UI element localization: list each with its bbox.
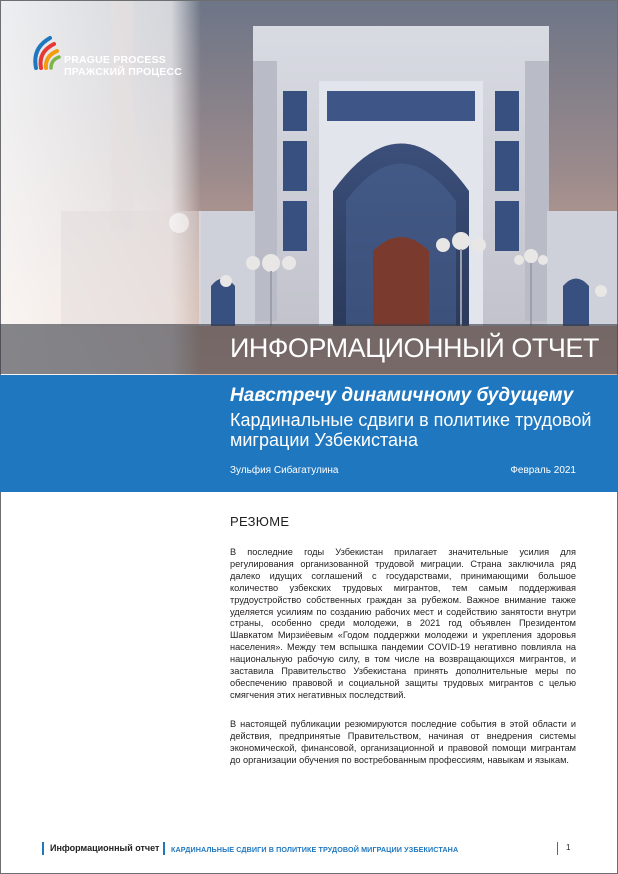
prague-process-logo	[30, 30, 200, 90]
report-title: Навстречу динамичному будущему	[230, 385, 574, 406]
report-subtitle: Кардинальные сдвиги в политике трудовой миграции Узбекистана	[230, 410, 592, 450]
brand-name-ru: ПРАЖСКИЙ ПРОЦЕСС	[64, 66, 183, 78]
summary-paragraph-2: В настоящей публикации резюмируются последние события в этой области и действия, предпринятые Правительством, начиная от внедрения системы экономической, финансовой, организационной и правовой помощи мигрантам до организации обучения по востребованным профессиям, навыкам и языкам.	[230, 719, 576, 765]
prague-process-logo-icon	[30, 30, 64, 78]
brand-name-en: PRAGUE PROCESS	[64, 54, 166, 66]
footer-doc-title: КАРДИНАЛЬНЫЕ СДВИГИ В ПОЛИТИКЕ ТРУДОВОЙ МИГРАЦИИ УЗБЕКИСТАНА	[171, 845, 459, 854]
footer-divider	[557, 842, 558, 855]
summary-heading: РЕЗЮМЕ	[230, 514, 290, 529]
footer-divider	[163, 842, 165, 855]
author: Зульфия Сибагатулина	[230, 465, 339, 476]
summary-paragraph-1: В последние годы Узбекистан прилагает значительные усилия для регулирования организованной трудовой миграции. Страна заключила ряд далеко идущих соглашений с государствами, принимающими большое количество узбекских трудовых мигрантов, тем самым поддерживая трудоустройство собственных граждан за рубежом. Важное внимание также уделяется усилиям по созданию рабочих мест и содействию занятости внутри страны, особенно среди молодежи, в 2021 год объявлен Президентом Шавкатом Мирзиёевым «Годом поддержки молодежи и укрепления здоровья населения». Между тем вспышка пандемии COVID-19 негативно повлияла на национальную рабочую силу, в том числе на возвращающихся мигрантов, и заставила Правительство Узбекистана принять дополнительные меры по обеспечению правовой и социальной защиты трудовых мигрантов с целью смягчения этих негативных последствий.	[230, 547, 576, 700]
page-number: 1	[566, 843, 571, 852]
report-type: ИНФОРМАЦИОННЫЙ ОТЧЕТ	[230, 333, 599, 363]
publication-date: Февраль 2021	[510, 465, 576, 476]
footer-divider	[42, 842, 44, 855]
footer-doc-type: Информационный отчет	[50, 843, 160, 853]
